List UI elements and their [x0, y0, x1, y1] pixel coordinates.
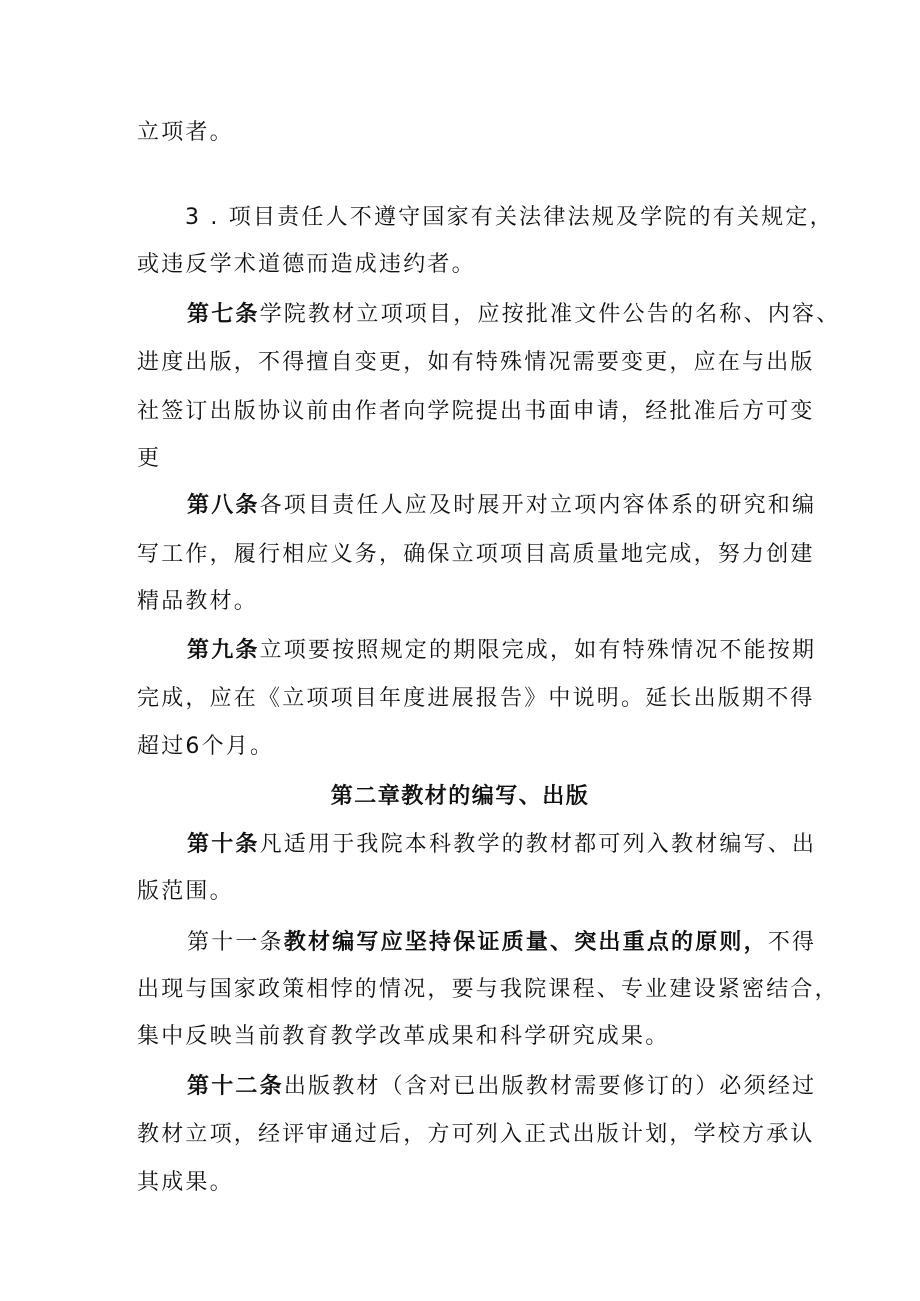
- article-10-line-2: [137, 877, 234, 907]
- article-9-label: 第九条: [187, 638, 260, 663]
- text-line: 出现与国家政策相悖的情况，要与我院课程、专业建设紧密结合，: [137, 977, 839, 1002]
- article-7-line-2: [137, 348, 815, 378]
- article-8-line-3: [137, 587, 258, 617]
- article-11-line-1: [187, 928, 816, 958]
- article-8-line-1: [187, 491, 816, 521]
- text-line: 立项要按照规定的期限完成，如有特殊情况不能按期: [259, 638, 817, 663]
- chapter-title: 第二章教材的编写、出版: [330, 784, 590, 809]
- article-10-line-1: [187, 830, 816, 860]
- article-8-line-2: [137, 540, 815, 570]
- list-item-3-line-1: [185, 203, 834, 233]
- text-line: 3 . 项目责任人不遵守国家有关法律法规及学院的有关规定，: [185, 205, 834, 230]
- text-line: 进度出版，不得擅自变更，如有特殊情况需要变更，应在与出版: [137, 350, 815, 375]
- article-12-line-1: [187, 1072, 816, 1102]
- article-11-bold-principle: 教材编写应坚持保证质量、突出重点的原则，: [283, 930, 768, 955]
- text-line: 出版教材（含对已出版教材需要修订的）必须经过: [283, 1074, 817, 1099]
- chapter-2-heading: [0, 782, 920, 812]
- text-line: 凡适用于我院本科教学的教材都可列入教材编写、出: [259, 832, 817, 857]
- article-7-line-1: [187, 300, 840, 330]
- article-9-line-3: [137, 732, 274, 762]
- text-line: 学院教材立项项目，应按批准文件公告的名称、内容、: [259, 302, 841, 327]
- article-7-line-4: [137, 444, 161, 474]
- text-line: 集中反映当前教育教学改革成果和科学研究成果。: [137, 1024, 670, 1049]
- article-11-label: 第十一条: [187, 930, 284, 955]
- text-line: 更: [137, 446, 162, 471]
- text-line: 版范围。: [137, 879, 234, 904]
- text-line: 不得: [767, 930, 817, 955]
- text-line: 完成，应在《立项项目年度进展报告》中说明。延长出版期不得: [137, 686, 815, 711]
- article-12-line-2: [137, 1120, 815, 1150]
- text-line: 各项目责任人应及时展开对立项内容体系的研究和编: [259, 493, 817, 518]
- text-line: 教材立项，经评审通过后，方可列入正式出版计划，学校方承认: [137, 1122, 815, 1147]
- article-9-line-2: [137, 684, 815, 714]
- text-line: 社签订出版协议前由作者向学院提出书面申请，经批准后方可变: [137, 399, 815, 424]
- article-7-label: 第七条: [187, 302, 260, 327]
- text-line: 其成果。: [137, 1170, 234, 1195]
- text-line: 立项者。: [137, 120, 234, 145]
- paragraph-continuation: [137, 118, 234, 148]
- text-line: 精品教材。: [137, 589, 259, 614]
- text-line: 写工作，履行相应义务，确保立项项目高质量地完成，努力创建: [137, 542, 815, 567]
- article-11-line-3: [137, 1022, 669, 1052]
- article-8-label: 第八条: [187, 493, 260, 518]
- list-item-3-line-2: [137, 250, 476, 280]
- article-12-label: 第十二条: [187, 1074, 284, 1099]
- text-line: 超过6个月。: [137, 734, 275, 759]
- text-line: 或违反学术道德而造成违约者。: [137, 252, 476, 277]
- article-7-line-3: [137, 397, 815, 427]
- article-9-line-1: [187, 636, 816, 666]
- article-12-line-3: [137, 1168, 234, 1198]
- article-11-line-2: [137, 975, 839, 1005]
- article-10-label: 第十条: [187, 832, 260, 857]
